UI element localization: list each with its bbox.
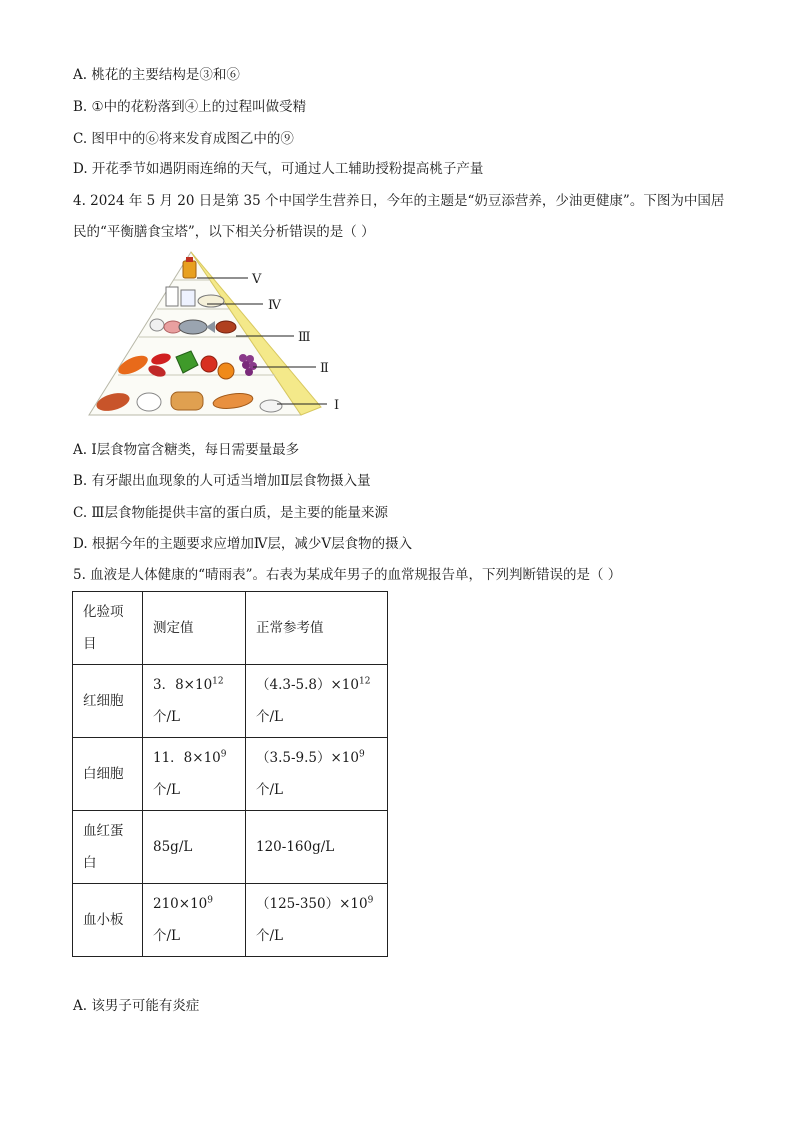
row-value: 85g/L bbox=[143, 811, 246, 884]
q5-stem: 5. 血液是人体健康的“晴雨表”。右表为某成年男子的血常规报告单，下列判断错误的是（ ） bbox=[73, 567, 622, 583]
q3-option-a: A. 桃花的主要结构是③和⑥ bbox=[73, 67, 240, 83]
row-reference: $(125-350)\times 10^9$个/L bbox=[246, 884, 388, 957]
fish-icon bbox=[179, 320, 207, 334]
milk-carton-icon bbox=[166, 287, 178, 306]
q3-option-d: D. 开花季节如遇阴雨连绵的天气，可通过人工辅助授粉提高桃子产量 bbox=[73, 161, 484, 177]
row-item: 血红蛋白 bbox=[73, 811, 143, 884]
row-value: 11．$8\times 10^9$个/L bbox=[143, 738, 246, 811]
header-reference: 正常参考值 bbox=[246, 592, 388, 665]
table-header-row bbox=[73, 592, 388, 665]
egg-icon bbox=[150, 319, 164, 331]
table-row bbox=[73, 665, 388, 738]
row-value: $210\times 10^9$个/L bbox=[143, 884, 246, 957]
level-label-v: Ⅴ bbox=[252, 272, 262, 287]
q4-option-d: D. 根据今年的主题要求应增加Ⅳ层，减少Ⅴ层食物的摄入 bbox=[73, 536, 413, 552]
milk-bottle-icon bbox=[181, 290, 195, 306]
row-reference: $(4.3-5.8)\times 10^{12}$个/L bbox=[246, 665, 388, 738]
q4-stem-line1: 4. 2024 年 5 月 20 日是第 35 个中国学生营养日，今年的主题是“奶豆添营养，少油更健康”。下图为中国居 bbox=[73, 193, 725, 209]
tomato-icon bbox=[201, 356, 217, 372]
row-item: 血小板 bbox=[73, 884, 143, 957]
level-label-i: Ⅰ bbox=[334, 398, 340, 413]
food-pyramid-figure bbox=[73, 247, 363, 425]
row-value: 3．$8\times 10^{12}$个/L bbox=[143, 665, 246, 738]
q3-option-b: B. ①中的花粉落到④上的过程叫做受精 bbox=[73, 99, 307, 115]
q5-option-a: A. 该男子可能有炎症 bbox=[73, 998, 200, 1014]
row-reference: 120-160g/L bbox=[246, 811, 388, 884]
level-label-iii: Ⅲ bbox=[298, 330, 311, 345]
level-label-iv: Ⅳ bbox=[268, 298, 281, 313]
oil-cap-icon bbox=[186, 257, 193, 262]
header-item: 化验项目 bbox=[73, 592, 143, 665]
header-value: 测定值 bbox=[143, 592, 246, 665]
bread-icon bbox=[171, 392, 203, 410]
sausage-icon bbox=[216, 321, 236, 333]
orange-icon bbox=[218, 363, 234, 379]
q4-stem-line2: 民的“平衡膳食宝塔”，以下相关分析错误的是（ ） bbox=[73, 224, 375, 240]
q4-option-c: C. Ⅲ层食物能提供丰富的蛋白质，是主要的能量来源 bbox=[73, 505, 388, 521]
row-item: 红细胞 bbox=[73, 665, 143, 738]
bun-icon bbox=[137, 393, 161, 411]
q3-option-c: C. 图甲中的⑥将来发育成图乙中的⑨ bbox=[73, 131, 294, 147]
oil-bottle-icon bbox=[183, 261, 196, 278]
blood-report-table bbox=[72, 591, 388, 957]
q4-option-b: B. 有牙龈出血现象的人可适当增加Ⅱ层食物摄入量 bbox=[73, 473, 371, 489]
row-item: 白细胞 bbox=[73, 738, 143, 811]
table-row bbox=[73, 884, 388, 957]
table-row bbox=[73, 738, 388, 811]
row-reference: $(3.5-9.5)\times 10^9$个/L bbox=[246, 738, 388, 811]
level-label-ii: Ⅱ bbox=[320, 361, 329, 376]
q4-option-a: A. Ⅰ层食物富含糖类，每日需要量最多 bbox=[73, 442, 300, 458]
table-row bbox=[73, 811, 388, 884]
beans-bowl-icon bbox=[198, 295, 224, 307]
rice-bowl-icon bbox=[260, 400, 282, 412]
